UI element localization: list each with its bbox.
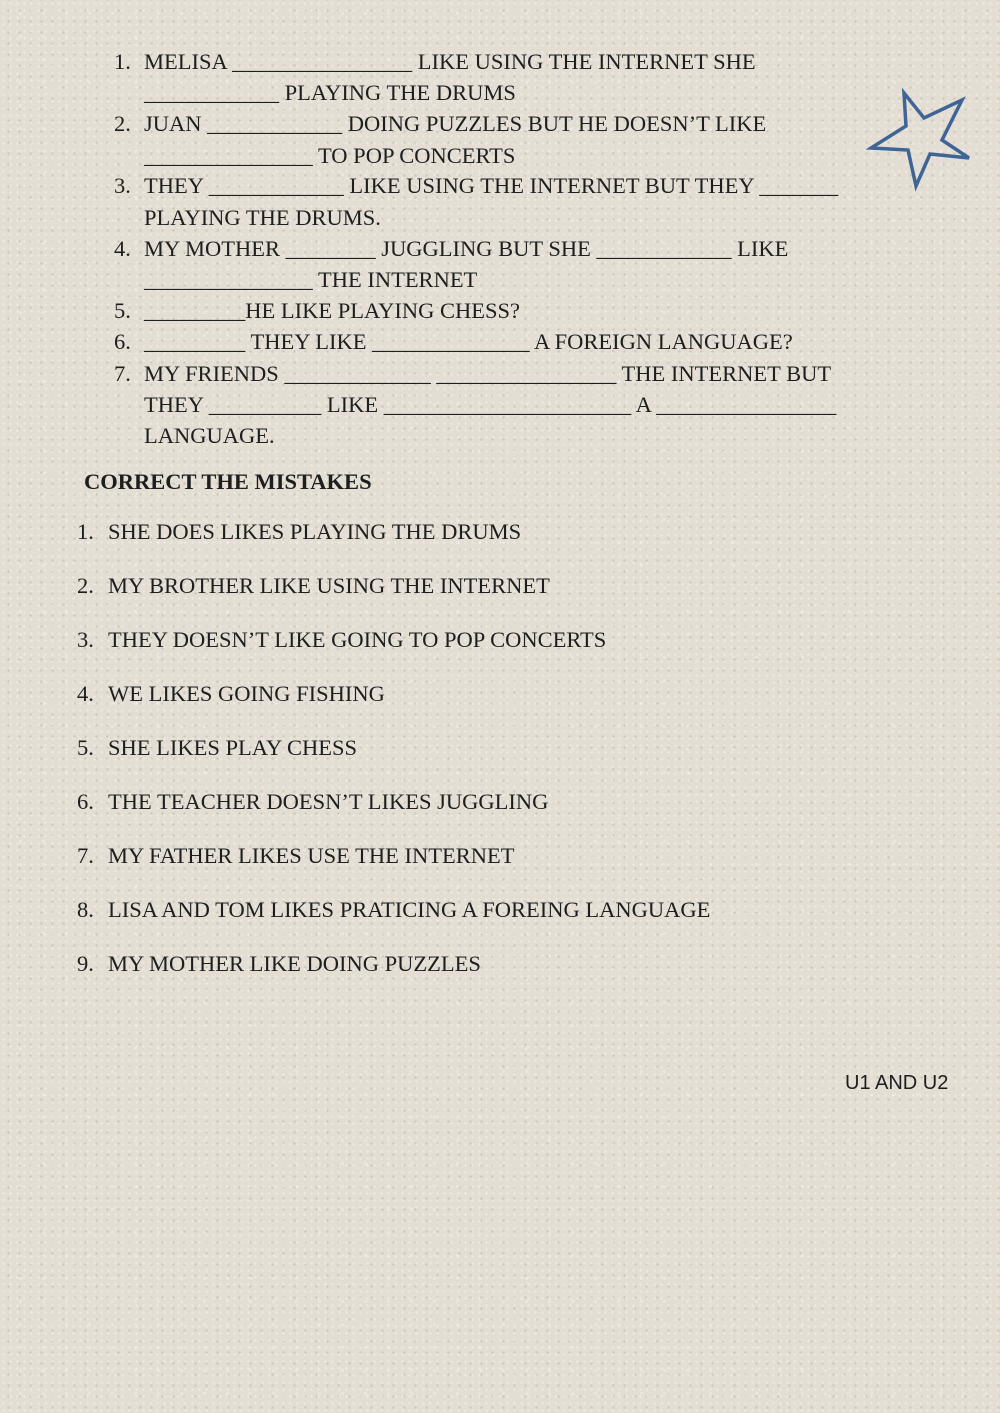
exercise-line: MELISA ________________ LIKE USING THE INTERNET SHE [144,49,756,74]
star-outline-icon [866,88,976,192]
sentence: THEY DOESN’T LIKE GOING TO POP CONCERTS [108,627,607,652]
sentence: SHE LIKES PLAY CHESS [108,735,358,760]
section-title: CORRECT THE MISTAKES [84,469,372,494]
item-number: 3. [114,173,131,198]
item-number: 7. [77,843,94,868]
item-number: 6. [114,329,131,354]
exercise-line: _________HE LIKE PLAYING CHESS? [144,298,521,323]
item-number: 6. [77,789,94,814]
exercise-line: JUAN ____________ DOING PUZZLES BUT HE DOESN’T LIKE [144,111,767,136]
item-number: 8. [77,897,94,922]
item-number: 5. [114,298,131,323]
sentence: WE LIKES GOING FISHING [108,681,385,706]
sentence: LISA AND TOM LIKES PRATICING A FOREING LANGUAGE [108,897,711,922]
item-number: 4. [77,681,94,706]
item-number: 3. [77,627,94,652]
item-number: 9. [77,951,94,976]
item-number: 2. [114,111,131,136]
item-number: 4. [114,236,131,261]
exercise-line: THEY ____________ LIKE USING THE INTERNET BUT THEY _______ [144,173,839,198]
exercise-line: MY FRIENDS _____________ ________________ THE INTERNET BUT [144,361,832,386]
sentence: THE TEACHER DOESN’T LIKES JUGGLING [108,789,549,814]
sentence: MY MOTHER LIKE DOING PUZZLES [108,951,481,976]
exercise-line: MY MOTHER ________ JUGGLING BUT SHE ____________ LIKE [144,236,789,261]
sentence: MY BROTHER LIKE USING THE INTERNET [108,573,550,598]
exercise-line: _______________ TO POP CONCERTS [144,143,516,168]
exercise-line: _________ THEY LIKE ______________ A FOREIGN LANGUAGE? [144,329,793,354]
exercise-line: ____________ PLAYING THE DRUMS [144,80,516,105]
exercise-line: _______________ THE INTERNET [144,267,478,292]
sentence: MY FATHER LIKES USE THE INTERNET [108,843,515,868]
exercise-line: THEY __________ LIKE ______________________ A ________________ [144,392,837,417]
exercise-line: PLAYING THE DRUMS. [144,205,381,230]
exercise-line: LANGUAGE. [144,423,275,448]
item-number: 7. [114,361,131,386]
unit-label: U1 AND U2 [845,1072,949,1094]
item-number: 5. [77,735,94,760]
item-number: 2. [77,573,94,598]
sentence: SHE DOES LIKES PLAYING THE DRUMS [108,519,522,544]
item-number: 1. [77,519,94,544]
item-number: 1. [114,49,131,74]
